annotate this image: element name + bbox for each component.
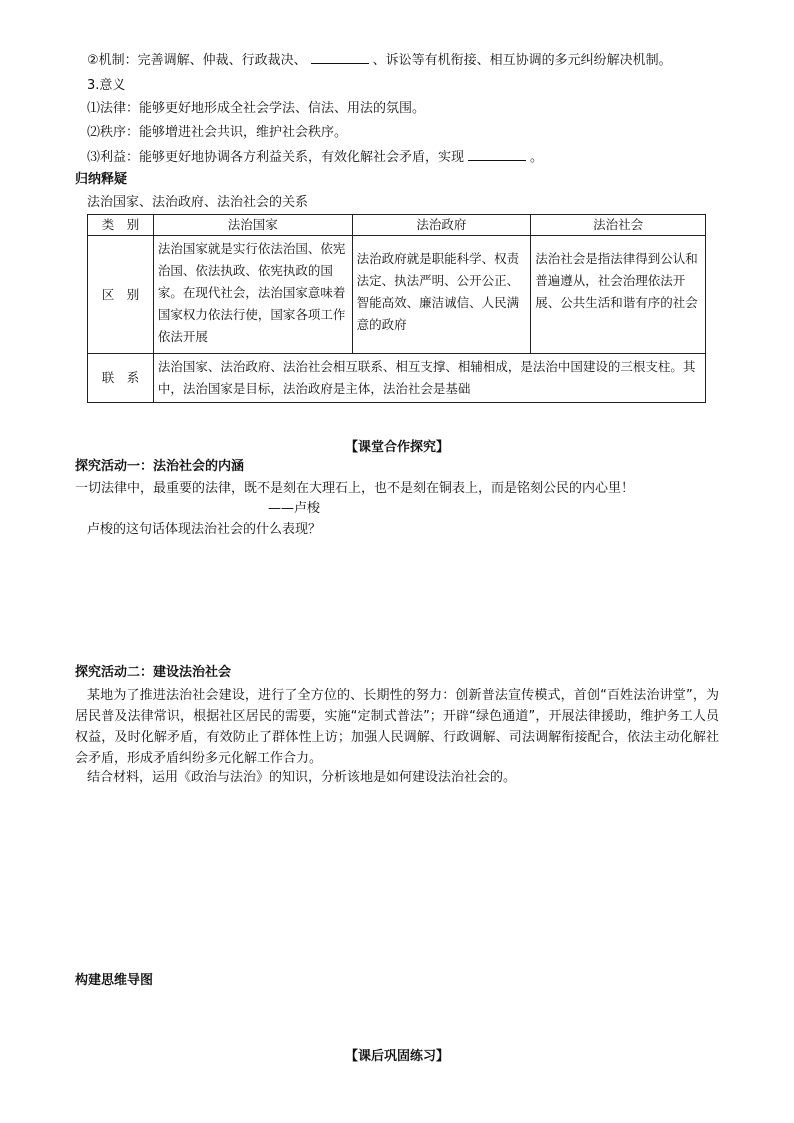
activity2-material: 某地为了推进法治社会建设，进行了全方位的、长期性的努力：创新普法宣传模式，首创“百姓法治讲堂”，为居民普及法律常识，根据社区居民的需要，实施“定制式普法”；开辟“绿色通道”，开展法律援助，维护务工人员权益，及时化解矛盾，有效防止了群体性上访；加强人民调解、行政调解、司法调解衔接配合，依法主动化解社会矛盾，形成矛盾纠纷多元化解工作合力。: [75, 688, 719, 766]
significance-law: ⑴法律：能够更好地形成全社会学法、信法、用法的氛围。: [87, 101, 426, 116]
significance-heading: 3.意义: [87, 78, 126, 93]
activity2-question: 结合材料，运用《政治与法治》的知识，分析该地是如何建设法治社会的。: [87, 770, 517, 785]
significance-order: ⑵秩序：能够增进社会共识，维护社会秩序。: [87, 125, 348, 140]
activity1-heading: 探究活动一：法治社会的内涵: [75, 459, 245, 474]
summary-heading: 归纳释疑: [75, 172, 128, 187]
significance-interest-suffix: 。: [530, 150, 544, 165]
header-category: 类 别: [88, 215, 154, 236]
connection-label: 联 系: [88, 354, 154, 403]
distinction-label: 区 别: [88, 236, 154, 354]
mindmap-heading: 构建思维导图: [75, 973, 154, 988]
header-rule-of-law-society: 法治社会: [531, 215, 706, 236]
table-caption: 法治国家、法治政府、法治社会的关系: [87, 195, 309, 210]
table-row-distinction: [88, 236, 706, 354]
mechanism-line: [87, 51, 672, 70]
significance-interest-prefix: ⑶利益：能够更好地协调各方利益关系，有效化解社会矛盾，实现: [87, 150, 465, 165]
classroom-title: 【课堂合作探究】: [344, 440, 449, 455]
significance-interest: [87, 148, 543, 167]
relationship-table: [87, 214, 706, 403]
mechanism-suffix: 、诉讼等有机衔接、相互协调的多元纠纷解决机制。: [372, 53, 672, 68]
mechanism-prefix: ②机制：完善调解、仲裁、行政裁决、: [87, 53, 307, 68]
activity1-quote: 一切法律中，最重要的法律，既不是刻在大理石上，也不是刻在铜表上，而是铭刻公民的内心里！: [75, 481, 635, 496]
header-rule-of-law-state: 法治国家: [153, 215, 352, 236]
significance-interest-blank[interactable]: [468, 148, 526, 161]
after-class-title: 【课后巩固练习】: [344, 1049, 449, 1064]
table-header-row: [88, 215, 706, 236]
connection-text: 法治国家、法治政府、法治社会相互联系、相互支撑、相辅相成，是法治中国建设的三根支柱。其中，法治国家是目标，法治政府是主体，法治社会是基础: [153, 354, 705, 403]
header-rule-of-law-government: 法治政府: [352, 215, 531, 236]
activity1-author: ——卢梭: [268, 501, 321, 516]
distinction-government: 法治政府就是职能科学、权责法定、执法严明、公开公正、智能高效、廉洁诚信、人民满意的政府: [352, 236, 531, 354]
mechanism-blank[interactable]: [311, 51, 369, 64]
distinction-society: 法治社会是指法律得到公认和普遍遵从，社会治理依法开展、公共生活和谐有序的社会: [531, 236, 706, 354]
activity1-question: 卢梭的这句话体现法治社会的什么表现？: [87, 522, 322, 537]
distinction-state: 法治国家就是实行依法治国、依宪治国、依法执政、依宪执政的国家。在现代社会，法治国家意味着国家权力依法行使，国家各项工作依法开展: [153, 236, 352, 354]
activity2-heading: 探究活动二：建设法治社会: [75, 665, 232, 680]
table-row-connection: [88, 354, 706, 403]
